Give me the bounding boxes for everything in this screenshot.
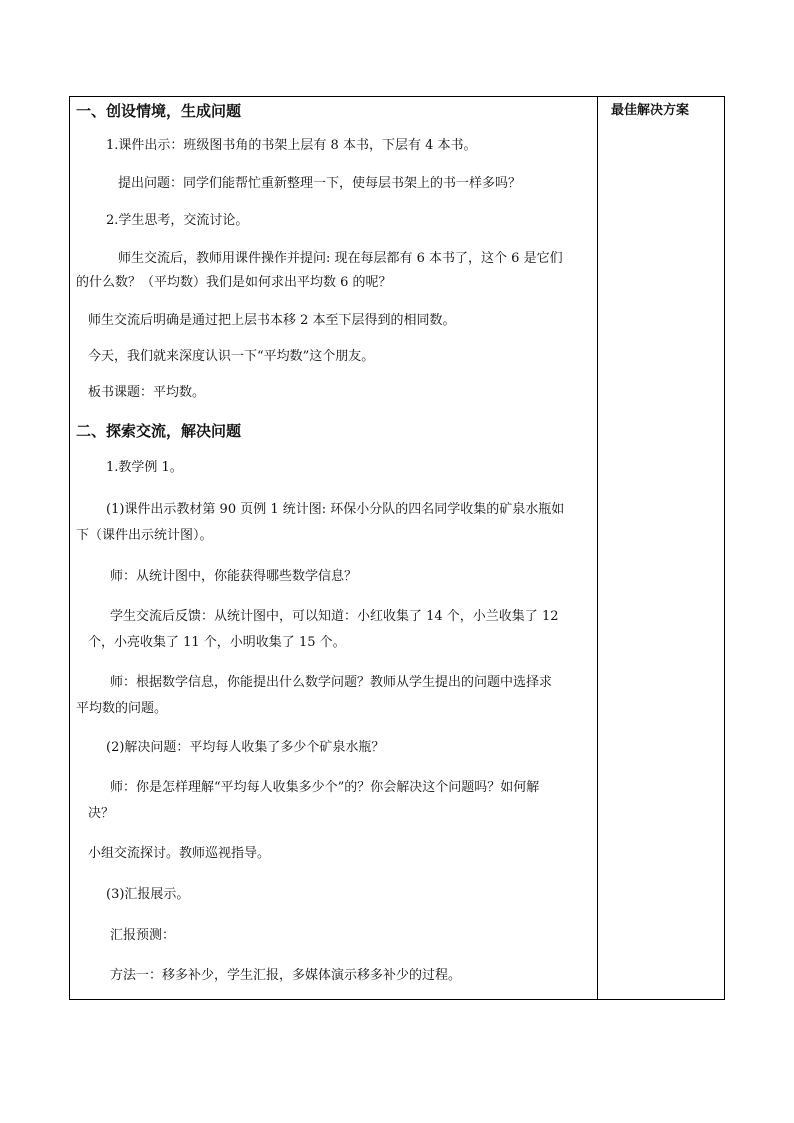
paragraph-line: 下（课件出示统计图）。 xyxy=(76,528,213,543)
paragraph-line: 小组交流探讨。教师巡视指导。 xyxy=(88,846,271,861)
paragraph-line: 板书课题：平均数。 xyxy=(88,385,206,400)
paragraph-line: 师：你是怎样理解“平均每人收集多少个”的？你会解决这个问题吗？如何解 xyxy=(110,780,540,795)
section-heading-1: 一、创设情境，生成问题 xyxy=(76,102,242,120)
paragraph-line: 师：根据数学信息，你能提出什么数学问题？教师从学生提出的问题中选择求 xyxy=(110,675,553,690)
paragraph-line: 师生交流后明确是通过把上层书本移 2 本至下层得到的相同数。 xyxy=(88,313,456,328)
paragraph-line: 汇报预测： xyxy=(110,928,176,943)
section-heading-2: 二、探索交流，解决问题 xyxy=(76,422,242,440)
paragraph-line: (3)汇报展示。 xyxy=(106,887,190,902)
paragraph-line: 1.教学例 1。 xyxy=(106,460,183,475)
paragraph-line: 个，小亮收集了 11 个，小明收集了 15 个。 xyxy=(88,635,346,650)
paragraph-line: 提出问题：同学们能帮忙重新整理一下，使每层书架上的书一样多吗？ xyxy=(118,176,522,191)
paragraph-line: 师生交流后，教师用课件操作并提问: 现在每层都有 6 本书了，这个 6 是它们 xyxy=(118,251,563,266)
paragraph-line: 方法一：移多补少，学生汇报，多媒体演示移多补少的过程。 xyxy=(110,968,462,983)
lesson-table xyxy=(69,96,725,1000)
paragraph-line: 师：从统计图中，你能获得哪些数学信息？ xyxy=(110,569,358,584)
paragraph-line: 1.课件出示：班级图书角的书架上层有 8 本书，下层有 4 本书。 xyxy=(106,138,477,153)
paragraph-line: 今天，我们就来深度认识一下“平均数”这个朋友。 xyxy=(88,349,375,364)
paragraph-line: 平均数的问题。 xyxy=(76,701,168,716)
side-column-title: 最佳解决方案 xyxy=(611,103,690,118)
paragraph-line: 的什么数？（平均数）我们是如何求出平均数 6 的呢？ xyxy=(76,275,392,290)
paragraph-line: 2.学生思考，交流讨论。 xyxy=(106,213,249,228)
paragraph-line: 决？ xyxy=(88,806,115,821)
column-divider xyxy=(597,97,598,999)
paragraph-line: (2)解决问题：平均每人收集了多少个矿泉水瓶？ xyxy=(106,740,385,755)
paragraph-line: (1)课件出示教材第 90 页例 1 统计图: 环保小分队的四名同学收集的矿泉水瓶如 xyxy=(106,502,565,517)
paragraph-line: 学生交流后反馈：从统计图中，可以知道：小红收集了 14 个，小兰收集了 12 xyxy=(110,609,559,624)
